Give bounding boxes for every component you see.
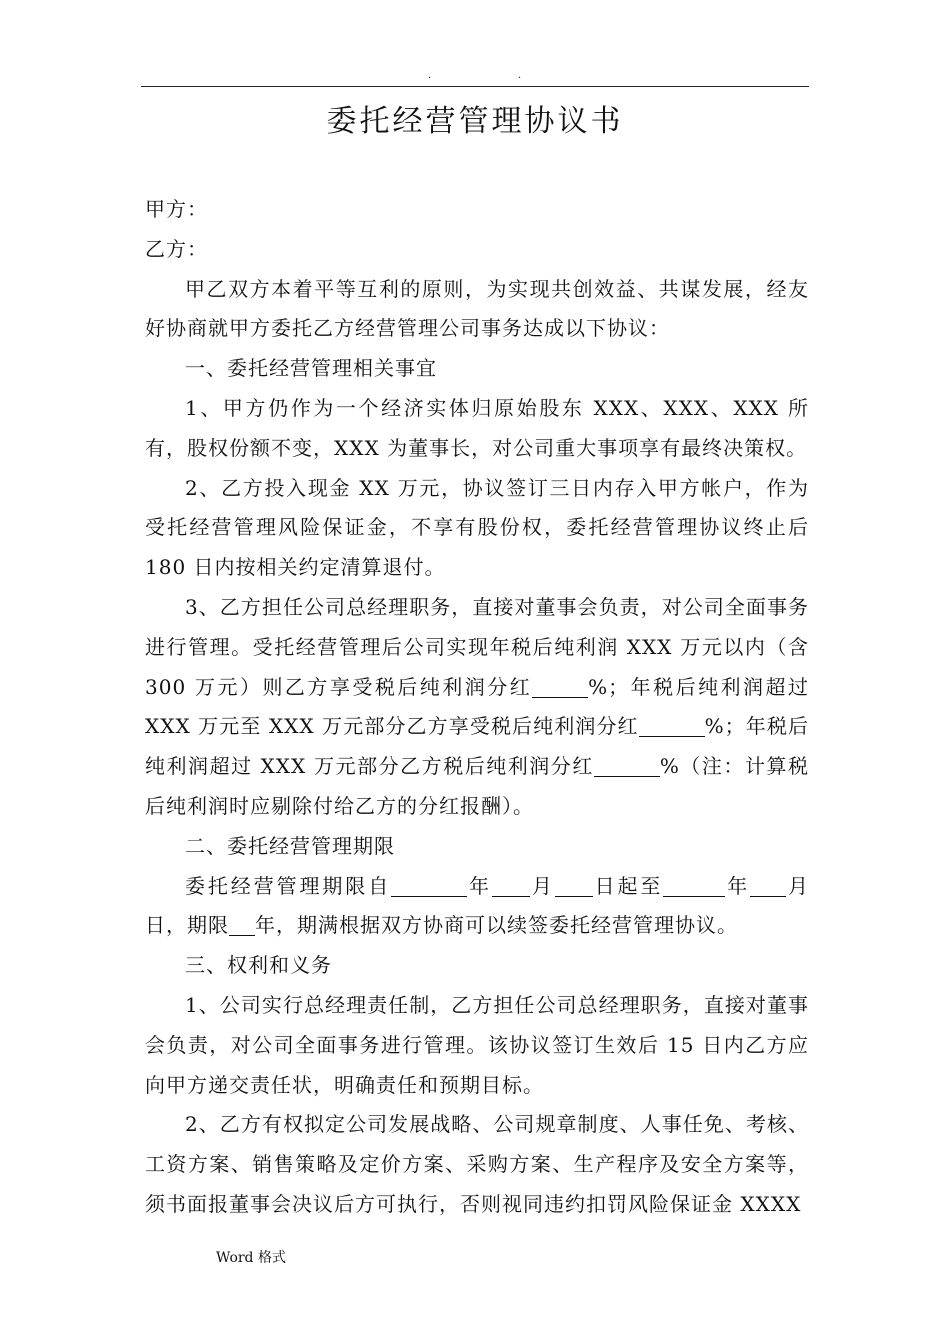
header-dot-left: . [428,70,432,81]
section2-period [145,867,809,947]
end-year-blank [663,874,725,897]
start-day-blank [555,874,593,897]
footer-label: Word 格式 [216,1250,286,1266]
party-b-line: 乙方： [145,236,208,261]
item3-text-a: 3、乙方担任公司总经理职务，直接对董事会负责，对公司全面事务进行管理。受托经营管理后公司实现年税后纯利润 XXX 万元以内（含 300 万元）则乙方享受税后纯利润分红 [145,594,809,699]
document-title: 委托经营管理协议书 [326,104,624,139]
end-month-blank [750,874,786,897]
period-text-b: ，期限 [166,913,229,938]
header-dot-right: . [518,70,522,81]
section1-item2: 2、乙方投入现金 XX 万元，协议签订三日内存入甲方帐户，作为受托经营管理风险保证金，不享有股份权，委托经营管理协议终止后 180 日内按相关约定清算退付。 [145,475,809,580]
item3-text-c: %；年税后纯利润超过 XXX 万元部分乙方税后纯利润分红 [145,714,809,779]
dividend-blank-2 [639,714,705,737]
party-a-line: 甲方： [145,197,208,221]
intro-paragraph: 甲乙双方本着平等互利的原则，为实现共创效益、共谋发展，经友好协商就甲方委托乙方经营管理公司事务达成以下协议： [145,276,809,341]
section2-heading: 二、委托经营管理期限 [185,833,395,858]
start-year-label: 年 [467,873,492,898]
dividend-blank-3 [594,754,660,777]
section1-item3 [145,588,809,827]
header-rule [141,86,809,87]
section3-heading: 三、权利和义务 [185,953,332,978]
start-day-label: 日起至 [592,873,664,898]
start-month-label: 月 [529,873,555,898]
term-years-blank [229,913,255,936]
item3-text-d: %（注：计算税后纯利润时应剔除付给乙方的分红报酬）。 [145,754,809,818]
document-body [145,190,809,1225]
section3-item1: 1、公司实行总经理责任制，乙方担任公司总经理职务，直接对董事会负责，对公司全面事务进行管理。该协议签订生效后 15 日内乙方应向甲方递交责任状，明确责任和预期目标。 [145,992,809,1097]
end-month-label: 月 [786,873,810,898]
dividend-blank-1 [532,675,588,698]
period-text-a: 委托经营管理期限自 [185,873,392,898]
section3-item2: 2、乙方有权拟定公司发展战略、公司规章制度、人事任免、考核、工资方案、销售策略及定价方案、采购方案、生产程序及安全方案等，须书面报董事会决议后方可执行，否则视同违约扣罚风险保证金 XXXX [145,1112,809,1216]
start-year-blank [391,874,467,897]
end-day-label: 日 [145,913,166,938]
section1-heading: 一、委托经营管理相关事宜 [185,356,437,381]
section1-item1: 1、甲方仍作为一个经济实体归原始股东 XXX、XXX、XXX 所有，股权份额不变，XXX 为董事长，对公司重大事项享有最终决策权。 [145,395,809,460]
end-year-label: 年 [725,873,751,898]
period-text-c: 年，期满根据双方协商可以续签委托经营管理协议。 [255,913,738,938]
header-dots [0,70,950,82]
start-month-blank [492,874,530,897]
item3-text-b: %；年税后纯利润超过 XXX 万元至 XXX 万元部分乙方享受税后纯利润分红 [145,674,809,739]
